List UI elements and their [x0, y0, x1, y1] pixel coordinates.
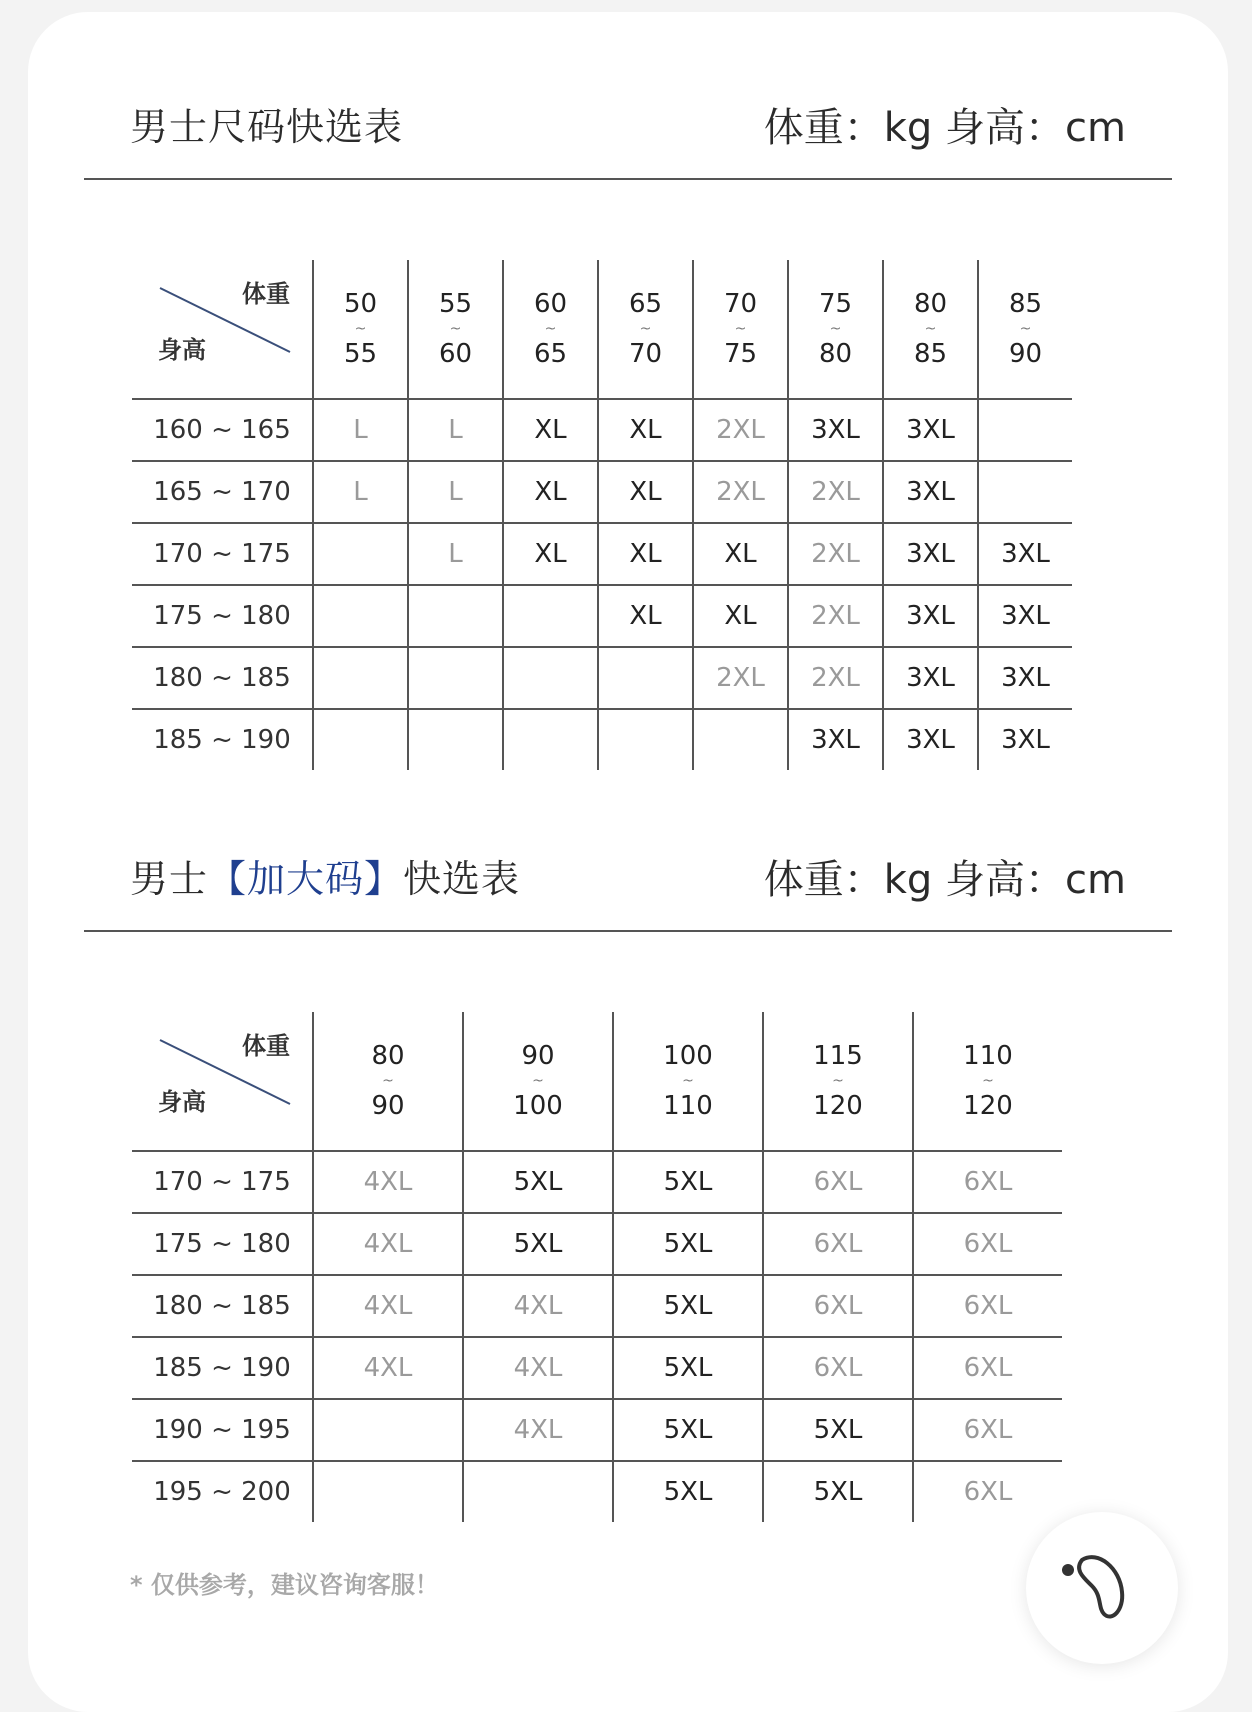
size-cell — [503, 709, 598, 770]
table-row — [132, 1151, 1062, 1213]
height-range-label: 195 ~ 200 — [132, 1461, 313, 1522]
height-range-label: 175 ~ 180 — [132, 585, 313, 647]
weight-max: 90 — [371, 1091, 405, 1121]
range-separator: ~ — [354, 321, 367, 337]
header-row — [132, 260, 1072, 399]
weight-column-header — [978, 260, 1072, 399]
size-cell — [408, 647, 503, 709]
table2-title-prefix: 男士 — [130, 857, 209, 901]
size-cell: XL — [503, 399, 598, 461]
range-separator: ~ — [544, 321, 557, 337]
weight-column-header — [463, 1012, 613, 1151]
weight-min: 75 — [818, 289, 853, 319]
size-cell: 6XL — [913, 1275, 1062, 1337]
corner-cell — [132, 260, 313, 399]
size-cell: 4XL — [313, 1151, 463, 1213]
size-cell: 3XL — [883, 523, 978, 585]
weight-min: 90 — [521, 1041, 555, 1071]
weight-min: 60 — [533, 289, 568, 319]
size-cell: 6XL — [913, 1337, 1062, 1399]
weight-min: 55 — [438, 289, 473, 319]
height-range-label: 170 ~ 175 — [132, 1151, 313, 1213]
footprint-icon — [1062, 1548, 1142, 1628]
table-row — [132, 523, 1072, 585]
weight-max: 75 — [723, 339, 758, 369]
size-cell: XL — [598, 461, 693, 523]
size-cell — [978, 399, 1072, 461]
weight-max: 85 — [913, 339, 948, 369]
size-cell: 6XL — [913, 1151, 1062, 1213]
height-range-label: 180 ~ 185 — [132, 1275, 313, 1337]
table-row — [132, 1213, 1062, 1275]
weight-column-header — [693, 260, 788, 399]
size-cell: 4XL — [313, 1275, 463, 1337]
weight-min: 80 — [913, 289, 948, 319]
size-cell: 5XL — [613, 1213, 763, 1275]
size-cell — [313, 709, 408, 770]
weight-min: 70 — [723, 289, 758, 319]
size-cell: 3XL — [883, 461, 978, 523]
size-cell: 4XL — [463, 1337, 613, 1399]
size-cell: 2XL — [788, 461, 883, 523]
weight-min: 100 — [663, 1041, 713, 1071]
weight-max: 55 — [343, 339, 378, 369]
height-range-label: 160 ~ 165 — [132, 399, 313, 461]
range-separator: ~ — [829, 321, 842, 337]
height-range-label: 185 ~ 190 — [132, 1337, 313, 1399]
table-row — [132, 1461, 1062, 1522]
size-cell: 5XL — [613, 1461, 763, 1522]
size-cell: 4XL — [313, 1337, 463, 1399]
size-cell: XL — [598, 523, 693, 585]
weight-column-header — [883, 260, 978, 399]
weight-max: 60 — [438, 339, 473, 369]
table1-header — [84, 96, 1172, 156]
size-cell: 6XL — [913, 1461, 1062, 1522]
size-cell: 2XL — [693, 399, 788, 461]
size-cell: 4XL — [463, 1275, 613, 1337]
size-cell: 6XL — [763, 1275, 913, 1337]
weight-max: 120 — [963, 1091, 1013, 1121]
table-row — [132, 1399, 1062, 1461]
size-cell: XL — [503, 523, 598, 585]
weight-max: 100 — [513, 1091, 563, 1121]
size-cell — [693, 709, 788, 770]
weight-min: 80 — [371, 1041, 405, 1071]
table-row — [132, 1337, 1062, 1399]
weight-column-header — [613, 1012, 763, 1151]
table1-units: 体重：kg 身高：cm — [763, 105, 1126, 151]
size-cell: 2XL — [788, 647, 883, 709]
size-cell: 2XL — [693, 461, 788, 523]
size-cell: 5XL — [463, 1151, 613, 1213]
weight-column-header — [763, 1012, 913, 1151]
range-separator: ~ — [682, 1073, 694, 1089]
corner-height-label: 身高 — [158, 336, 206, 364]
size-cell — [598, 647, 693, 709]
size-cell: 5XL — [613, 1399, 763, 1461]
size-cell: XL — [503, 461, 598, 523]
range-separator: ~ — [982, 1073, 994, 1089]
size-cell: 5XL — [613, 1151, 763, 1213]
weight-max: 110 — [663, 1091, 713, 1121]
size-cell: 6XL — [913, 1213, 1062, 1275]
size-cell: 3XL — [788, 399, 883, 461]
table-row — [132, 399, 1072, 461]
size-cell — [313, 585, 408, 647]
corner-cell — [132, 1012, 313, 1151]
weight-max: 90 — [1008, 339, 1043, 369]
height-range-label: 175 ~ 180 — [132, 1213, 313, 1275]
size-cell: 6XL — [763, 1151, 913, 1213]
weight-column-header — [313, 1012, 463, 1151]
size-cell — [313, 523, 408, 585]
weight-min: 85 — [1008, 289, 1043, 319]
header-row — [132, 1012, 1062, 1151]
size-cell: 5XL — [463, 1213, 613, 1275]
range-separator: ~ — [532, 1073, 544, 1089]
size-cell — [503, 647, 598, 709]
range-separator: ~ — [449, 321, 462, 337]
height-range-label: 180 ~ 185 — [132, 647, 313, 709]
size-cell: 2XL — [788, 523, 883, 585]
table-row — [132, 585, 1072, 647]
weight-column-header — [913, 1012, 1062, 1151]
size-cell — [978, 461, 1072, 523]
size-cell: 3XL — [883, 709, 978, 770]
range-separator: ~ — [832, 1073, 844, 1089]
size-cell: 3XL — [978, 647, 1072, 709]
size-cell: 3XL — [978, 585, 1072, 647]
size-cell: 4XL — [463, 1399, 613, 1461]
weight-column-header — [503, 260, 598, 399]
range-separator: ~ — [639, 321, 652, 337]
footprint-button[interactable] — [1026, 1512, 1178, 1664]
size-cell: 3XL — [883, 647, 978, 709]
weight-max: 65 — [533, 339, 568, 369]
range-separator: ~ — [924, 321, 937, 337]
size-cell: XL — [693, 523, 788, 585]
weight-column-header — [408, 260, 503, 399]
weight-max: 120 — [813, 1091, 863, 1121]
corner-height-label: 身高 — [158, 1088, 206, 1116]
size-cell: L — [408, 523, 503, 585]
height-range-label: 185 ~ 190 — [132, 709, 313, 770]
size-cell — [463, 1461, 613, 1522]
size-cell: 6XL — [763, 1337, 913, 1399]
weight-column-header — [313, 260, 408, 399]
size-cell: 2XL — [788, 585, 883, 647]
size-cell: 3XL — [978, 709, 1072, 770]
size-cell: XL — [693, 585, 788, 647]
size-cell: 5XL — [613, 1337, 763, 1399]
size-cell: 3XL — [978, 523, 1072, 585]
table1-title: 男士尺码快选表 — [130, 105, 404, 149]
size-cell: 5XL — [763, 1461, 913, 1522]
weight-max: 80 — [818, 339, 853, 369]
size-cell: 3XL — [883, 585, 978, 647]
size-cell — [408, 709, 503, 770]
table2-title — [130, 848, 520, 903]
size-cell — [313, 1461, 463, 1522]
size-cell — [598, 709, 693, 770]
range-separator: ~ — [382, 1073, 394, 1089]
table-row — [132, 461, 1072, 523]
weight-column-header — [788, 260, 883, 399]
size-cell: 5XL — [763, 1399, 913, 1461]
size-cell: L — [313, 399, 408, 461]
size-cell: XL — [598, 399, 693, 461]
size-cell: 2XL — [693, 647, 788, 709]
footnote: * 仅供参考，建议咨询客服！ — [130, 1571, 439, 1599]
table2-title-suffix: 快选表 — [403, 857, 521, 901]
weight-max: 70 — [628, 339, 663, 369]
size-cell: 6XL — [913, 1399, 1062, 1461]
size-cell: 3XL — [788, 709, 883, 770]
table-row — [132, 647, 1072, 709]
range-separator: ~ — [734, 321, 747, 337]
size-cell — [408, 585, 503, 647]
size-cell: XL — [598, 585, 693, 647]
table2-grid — [132, 1012, 1062, 1522]
range-separator: ~ — [1019, 321, 1032, 337]
size-cell: 4XL — [313, 1213, 463, 1275]
table2-header — [84, 848, 1172, 908]
corner-weight-label: 体重 — [242, 280, 290, 308]
corner-weight-label: 体重 — [242, 1032, 290, 1060]
table2-units: 体重：kg 身高：cm — [763, 857, 1126, 903]
table2-divider — [84, 930, 1172, 932]
height-range-label: 170 ~ 175 — [132, 523, 313, 585]
table-row — [132, 1275, 1062, 1337]
size-cell: 3XL — [883, 399, 978, 461]
table-row — [132, 709, 1072, 770]
height-range-label: 190 ~ 195 — [132, 1399, 313, 1461]
table1-divider — [84, 178, 1172, 180]
size-cell: 5XL — [613, 1275, 763, 1337]
height-range-label: 165 ~ 170 — [132, 461, 313, 523]
size-cell: L — [313, 461, 408, 523]
size-cell: L — [408, 461, 503, 523]
weight-min: 110 — [963, 1041, 1013, 1071]
size-cell — [313, 647, 408, 709]
size-cell: L — [408, 399, 503, 461]
weight-min: 65 — [628, 289, 663, 319]
weight-min: 50 — [343, 289, 378, 319]
size-cell — [313, 1399, 463, 1461]
table2-title-accent: 【加大码】 — [208, 857, 404, 901]
size-cell: 6XL — [763, 1213, 913, 1275]
weight-min: 115 — [813, 1041, 863, 1071]
table1-grid — [132, 260, 1072, 770]
size-cell — [503, 585, 598, 647]
weight-column-header — [598, 260, 693, 399]
